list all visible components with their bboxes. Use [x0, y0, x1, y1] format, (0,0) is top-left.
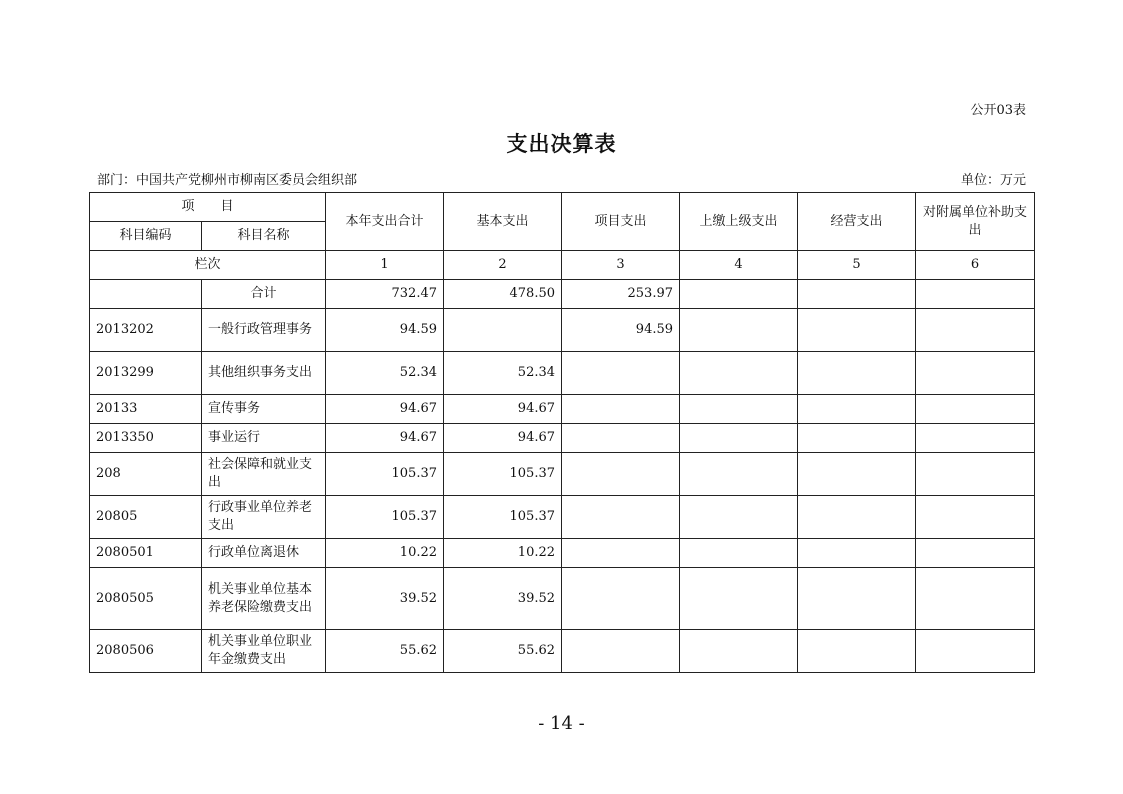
subject-name-cell: 宣传事务 [202, 395, 326, 424]
table-row [90, 539, 1035, 568]
amount-cell [680, 424, 798, 453]
amount-cell [680, 395, 798, 424]
amount-cell: 55.62 [326, 630, 444, 673]
amount-cell [680, 539, 798, 568]
total-cell: 253.97 [562, 280, 680, 309]
subject-name-cell: 一般行政管理事务 [202, 309, 326, 352]
subject-name-cell: 行政事业单位养老支出 [202, 496, 326, 539]
amount-cell [680, 453, 798, 496]
amount-cell: 39.52 [444, 568, 562, 630]
amount-cell [916, 309, 1035, 352]
amount-cell: 55.62 [444, 630, 562, 673]
amount-cell: 10.22 [326, 539, 444, 568]
amount-cell [916, 496, 1035, 539]
amount-cell [798, 424, 916, 453]
line-number: 6 [916, 251, 1035, 280]
table-row [90, 568, 1035, 630]
subject-name-cell: 事业运行 [202, 424, 326, 453]
total-cell: 732.47 [326, 280, 444, 309]
amount-cell [916, 352, 1035, 395]
col-header-remit: 上缴上级支出 [680, 193, 798, 251]
total-row [90, 280, 1035, 309]
amount-cell [916, 630, 1035, 673]
amount-cell [798, 539, 916, 568]
line-number: 5 [798, 251, 916, 280]
page-number: - 14 - [538, 713, 585, 734]
col-header-subsidy: 对附属单位补助支出 [916, 193, 1035, 251]
expenditure-table [89, 192, 1035, 673]
col-header-operating: 经营支出 [798, 193, 916, 251]
amount-cell [680, 309, 798, 352]
subject-code-cell: 20805 [90, 496, 202, 539]
amount-cell: 94.59 [326, 309, 444, 352]
total-cell [916, 280, 1035, 309]
col-header-basic: 基本支出 [444, 193, 562, 251]
amount-cell [916, 568, 1035, 630]
line-number: 4 [680, 251, 798, 280]
amount-cell [680, 630, 798, 673]
amount-cell: 52.34 [326, 352, 444, 395]
table-row [90, 424, 1035, 453]
header-item: 项 目 [90, 193, 326, 222]
amount-cell: 105.37 [326, 453, 444, 496]
amount-cell: 94.59 [562, 309, 680, 352]
amount-cell [916, 424, 1035, 453]
subject-code-cell: 2080505 [90, 568, 202, 630]
table-row [90, 496, 1035, 539]
subject-name-cell: 机关事业单位职业年金缴费支出 [202, 630, 326, 673]
amount-cell [798, 395, 916, 424]
amount-cell [916, 395, 1035, 424]
line-number: 3 [562, 251, 680, 280]
form-number: 公开03表 [970, 103, 1026, 118]
table-row [90, 453, 1035, 496]
subject-code-cell: 2080501 [90, 539, 202, 568]
total-cell: 478.50 [444, 280, 562, 309]
amount-cell [562, 352, 680, 395]
subject-code-cell: 208 [90, 453, 202, 496]
subject-code-cell: 2013350 [90, 424, 202, 453]
total-code [90, 280, 202, 309]
amount-cell: 94.67 [326, 395, 444, 424]
amount-cell: 10.22 [444, 539, 562, 568]
col-header-total: 本年支出合计 [326, 193, 444, 251]
subject-name-cell: 其他组织事务支出 [202, 352, 326, 395]
amount-cell: 94.67 [444, 395, 562, 424]
amount-cell [562, 424, 680, 453]
subject-code-cell: 2013299 [90, 352, 202, 395]
subject-code-cell: 20133 [90, 395, 202, 424]
total-label: 合计 [202, 280, 326, 309]
amount-cell [798, 568, 916, 630]
line-number: 1 [326, 251, 444, 280]
line-number: 2 [444, 251, 562, 280]
amount-cell [798, 309, 916, 352]
table-row [90, 630, 1035, 673]
amount-cell [562, 630, 680, 673]
subject-code-cell: 2013202 [90, 309, 202, 352]
header-subject-name: 科目名称 [202, 222, 326, 251]
amount-cell [798, 630, 916, 673]
amount-cell [562, 539, 680, 568]
department-label: 部门：中国共产党柳州市柳南区委员会组织部 [97, 173, 358, 188]
subject-name-cell: 行政单位离退休 [202, 539, 326, 568]
subject-name-cell: 机关事业单位基本养老保险缴费支出 [202, 568, 326, 630]
table-row [90, 309, 1035, 352]
col-header-project: 项目支出 [562, 193, 680, 251]
header-subject-code: 科目编码 [90, 222, 202, 251]
amount-cell [798, 352, 916, 395]
subject-name-cell: 社会保障和就业支出 [202, 453, 326, 496]
amount-cell [562, 496, 680, 539]
unit-label: 单位：万元 [960, 173, 1026, 188]
amount-cell: 52.34 [444, 352, 562, 395]
amount-cell [680, 352, 798, 395]
amount-cell [444, 309, 562, 352]
amount-cell [562, 453, 680, 496]
amount-cell: 105.37 [444, 496, 562, 539]
amount-cell [798, 496, 916, 539]
total-cell [680, 280, 798, 309]
amount-cell: 94.67 [326, 424, 444, 453]
amount-cell: 94.67 [444, 424, 562, 453]
amount-cell [680, 496, 798, 539]
amount-cell [562, 395, 680, 424]
amount-cell [680, 568, 798, 630]
amount-cell [916, 453, 1035, 496]
subject-code-cell: 2080506 [90, 630, 202, 673]
total-cell [798, 280, 916, 309]
amount-cell [798, 453, 916, 496]
page-title: 支出决算表 [506, 131, 617, 156]
table-row [90, 395, 1035, 424]
line-label: 栏次 [90, 251, 326, 280]
table-row [90, 352, 1035, 395]
amount-cell [562, 568, 680, 630]
amount-cell: 105.37 [326, 496, 444, 539]
amount-cell [916, 539, 1035, 568]
amount-cell: 105.37 [444, 453, 562, 496]
amount-cell: 39.52 [326, 568, 444, 630]
